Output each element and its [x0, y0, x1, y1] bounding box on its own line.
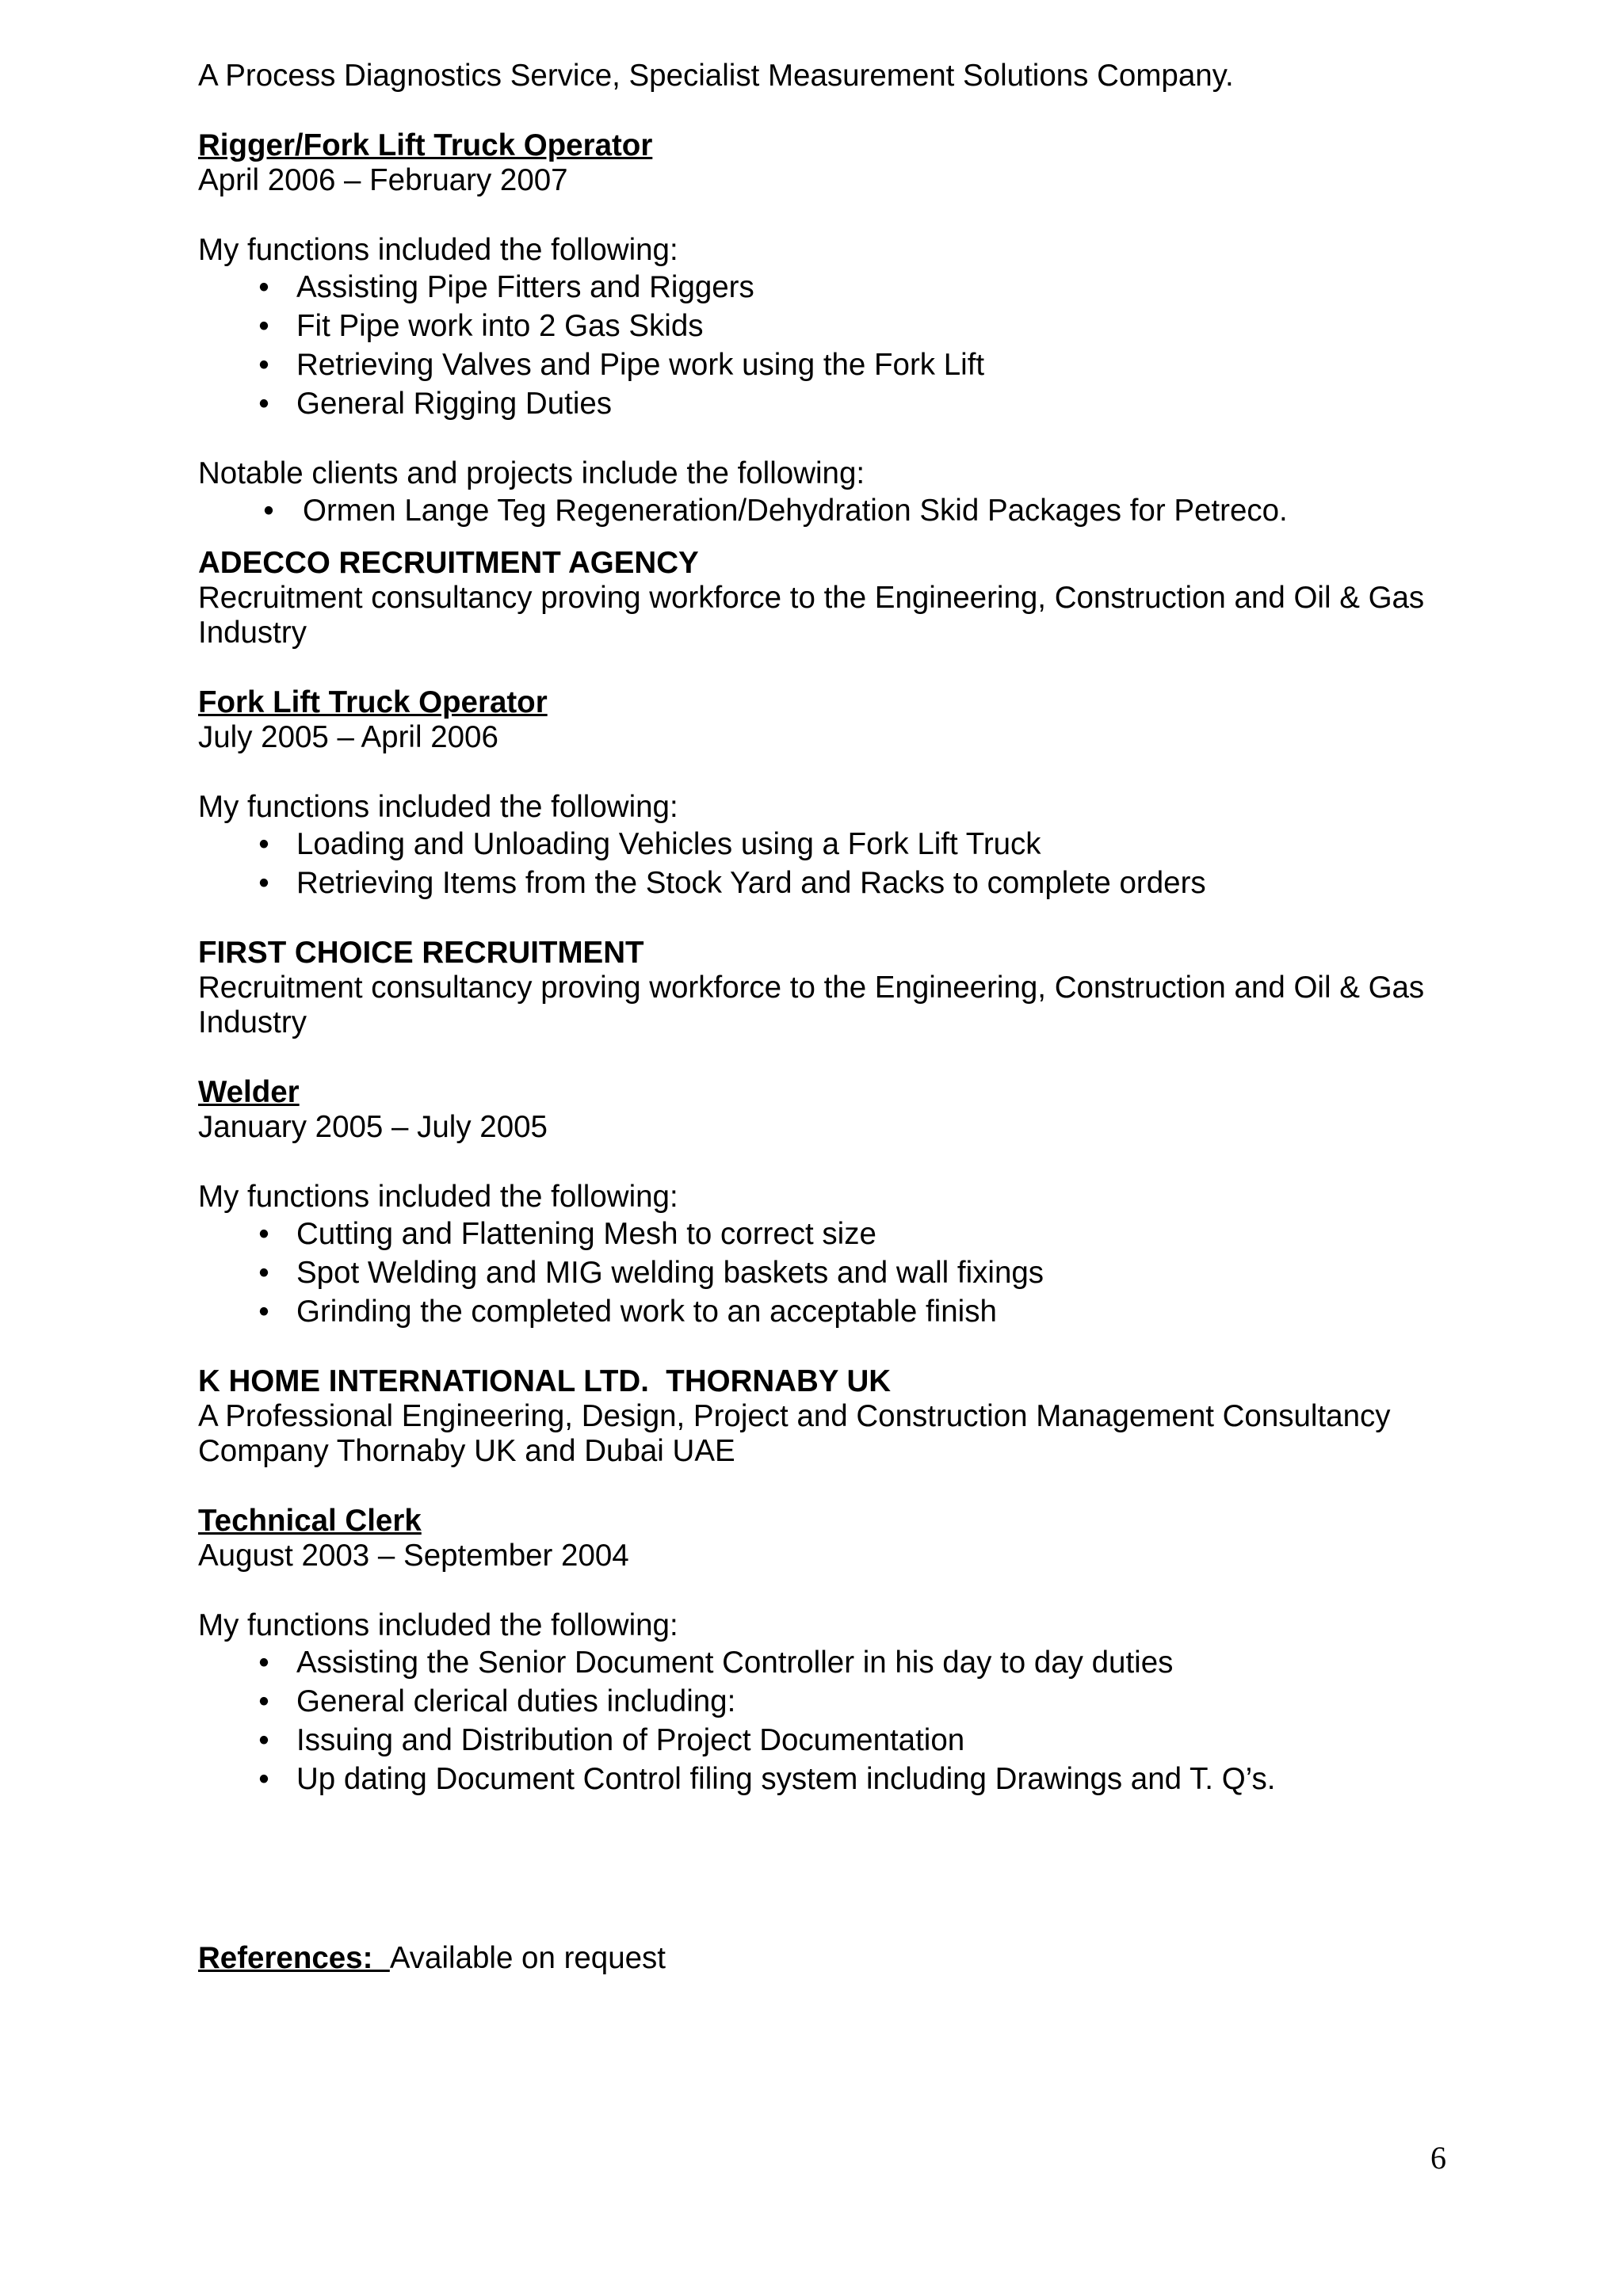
bullet-icon: •	[258, 827, 269, 861]
company-description: A Process Diagnostics Service, Specialist Measurement Solutions Company.	[198, 59, 1234, 93]
bullet-icon: •	[258, 1762, 269, 1796]
job-entry	[198, 936, 1434, 1331]
functions-list	[198, 1215, 1434, 1331]
company-name: K HOME INTERNATIONAL LTD. THORNABY UK	[198, 1364, 892, 1398]
company-description: A Professional Engineering, Design, Project and Construction Management Consultancy Company Thornaby UK and Dubai UAE	[198, 1399, 1391, 1468]
list-item: • Retrieving Valves and Pipe work using the Fork Lift	[198, 345, 1434, 384]
bullet-icon: •	[258, 1646, 269, 1680]
job-entry	[198, 1364, 1434, 1798]
references-label: References:	[198, 1941, 390, 1975]
functions-intro: My functions included the following:	[198, 1608, 678, 1642]
job-dates: August 2003 – September 2004	[198, 1539, 629, 1573]
bullet-icon: •	[258, 1256, 269, 1290]
list-item: • Up dating Document Control filing system including Drawings and T. Q’s.	[198, 1760, 1434, 1798]
bullet-icon: •	[258, 348, 269, 382]
list-item: • Loading and Unloading Vehicles using a Fork Lift Truck	[198, 825, 1434, 864]
references-value: Available on request	[389, 1941, 666, 1975]
bullet-icon: •	[263, 494, 274, 528]
page-number: 6	[1430, 2140, 1446, 2176]
bullet-icon: •	[258, 309, 269, 343]
company-name: FIRST CHOICE RECRUITMENT	[198, 936, 644, 970]
list-item: • Retrieving Items from the Stock Yard and Racks to complete orders	[198, 864, 1434, 902]
bullet-icon: •	[258, 387, 269, 421]
job-title: Welder	[198, 1075, 300, 1109]
job-dates: July 2005 – April 2006	[198, 720, 498, 754]
functions-list	[198, 268, 1434, 423]
job-title: Rigger/Fork Lift Truck Operator	[198, 128, 653, 162]
functions-intro: My functions included the following:	[198, 233, 678, 267]
functions-intro: My functions included the following:	[198, 1180, 678, 1214]
list-item: • Grinding the completed work to an acceptable finish	[198, 1292, 1434, 1331]
list-item: • General clerical duties including:	[198, 1682, 1434, 1721]
functions-list	[198, 1643, 1434, 1798]
cv-content	[198, 59, 1434, 1976]
list-item: • Assisting Pipe Fitters and Riggers	[198, 268, 1434, 307]
functions-intro: My functions included the following:	[198, 790, 678, 824]
notable-list	[198, 491, 1434, 530]
bullet-icon: •	[258, 866, 269, 900]
job-dates: January 2005 – July 2005	[198, 1110, 548, 1144]
list-item: • General Rigging Duties	[198, 384, 1434, 423]
job-dates: April 2006 – February 2007	[198, 163, 568, 197]
list-item: • Fit Pipe work into 2 Gas Skids	[198, 307, 1434, 345]
company-name: ADECCO RECRUITMENT AGENCY	[198, 546, 699, 580]
notable-intro: Notable clients and projects include the following:	[198, 456, 865, 490]
company-description: Recruitment consultancy proving workforce to the Engineering, Construction and Oil & Gas Industry	[198, 971, 1425, 1039]
list-item: • Assisting the Senior Document Controller in his day to day duties	[198, 1643, 1434, 1682]
bullet-icon: •	[258, 1217, 269, 1251]
company-description: Recruitment consultancy proving workforce to the Engineering, Construction and Oil & Gas Industry	[198, 581, 1425, 650]
job-entry	[198, 546, 1434, 902]
bullet-icon: •	[258, 1723, 269, 1757]
job-title: Technical Clerk	[198, 1504, 422, 1538]
list-item: • Cutting and Flattening Mesh to correct size	[198, 1215, 1434, 1253]
list-item: • Spot Welding and MIG welding baskets and wall fixings	[198, 1253, 1434, 1292]
job-title: Fork Lift Truck Operator	[198, 685, 548, 719]
references	[198, 1941, 1434, 1976]
job-entry	[198, 128, 1434, 530]
list-item: • Issuing and Distribution of Project Documentation	[198, 1721, 1434, 1760]
bullet-icon: •	[258, 270, 269, 304]
list-item: • Ormen Lange Teg Regeneration/Dehydration Skid Packages for Petreco.	[198, 491, 1434, 530]
bullet-icon: •	[258, 1684, 269, 1718]
bullet-icon: •	[258, 1295, 269, 1329]
functions-list	[198, 825, 1434, 902]
